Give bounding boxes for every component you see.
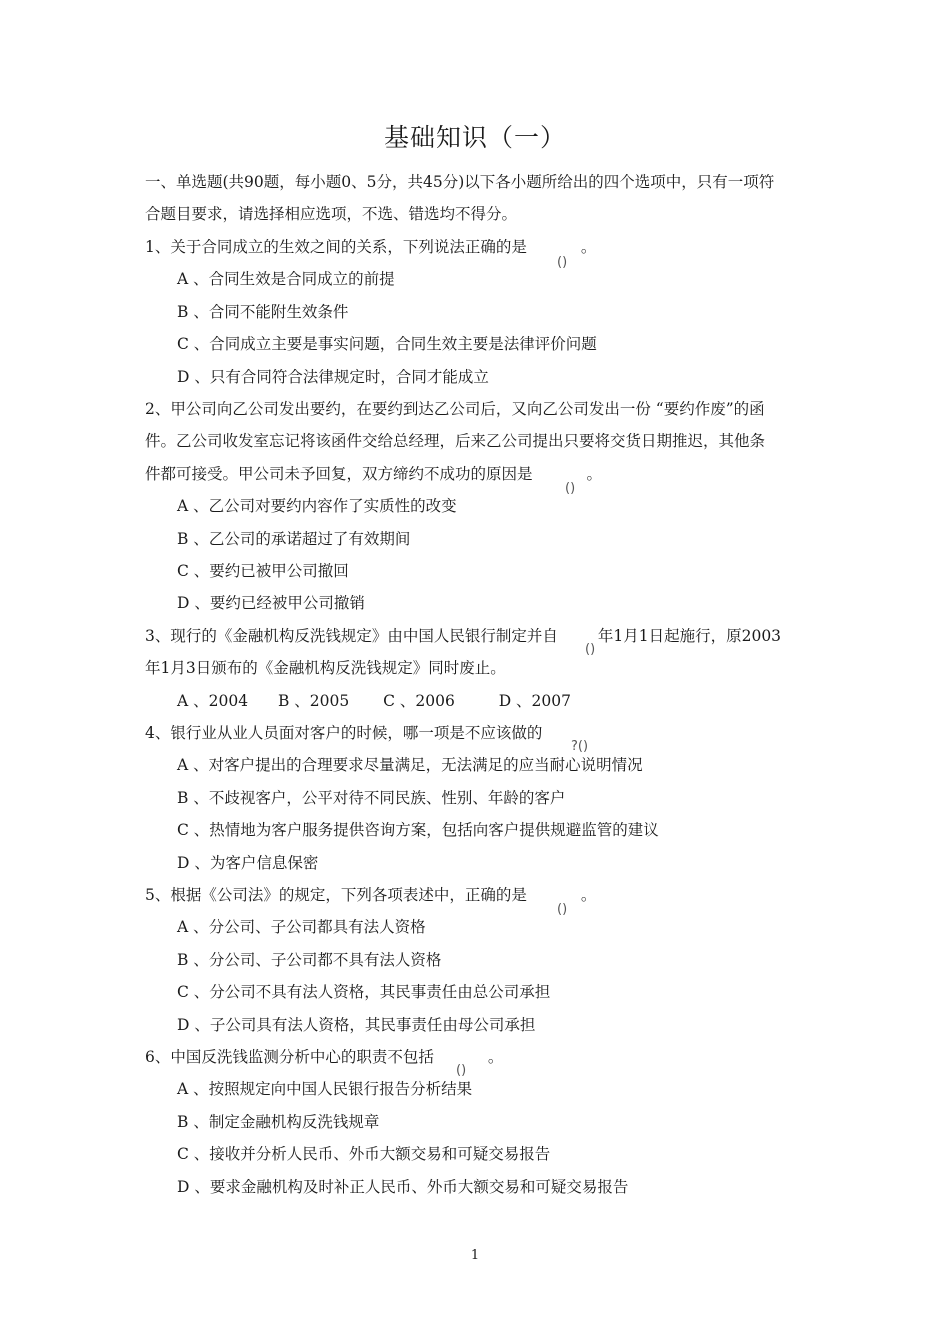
answer-mark: () bbox=[585, 642, 596, 657]
question-1-option-d: D 、只有合同符合法律规定时，合同才能成立 bbox=[177, 368, 489, 386]
question-2-stem-line-1: 2、甲公司向乙公司发出要约，在要约到达乙公司后，又向乙公司发出一份 “要约作废”的函 bbox=[145, 400, 765, 418]
question-2-option-a: A 、乙公司对要约内容作了实质性的改变 bbox=[177, 497, 457, 515]
intro-line-1: 一、单选题(共90题，每小题0、5分，共45分)以下各小题所给出的四个选项中，只有一项符 bbox=[145, 173, 775, 191]
question-5-stem: 5、根据《公司法》的规定，下列各项表述中，正确的是 。 bbox=[145, 886, 597, 904]
question-1-option-b: B 、合同不能附生效条件 bbox=[177, 303, 349, 321]
answer-mark: () bbox=[565, 481, 576, 496]
question-3-option-c: C 、2006 bbox=[383, 692, 455, 710]
question-1-option-c: C 、合同成立主要是事实问题，合同生效主要是法律评价问题 bbox=[177, 335, 597, 353]
question-6-stem: 6、中国反洗钱监测分析中心的职责不包括 。 bbox=[145, 1048, 504, 1066]
question-4-option-a: A 、对客户提出的合理要求尽量满足，无法满足的应当耐心说明情况 bbox=[177, 756, 643, 774]
question-3-option-d: D 、2007 bbox=[498, 692, 572, 710]
answer-mark: () bbox=[557, 902, 568, 917]
question-3-options bbox=[177, 691, 571, 711]
question-4-option-d: D 、为客户信息保密 bbox=[177, 854, 319, 872]
question-5-option-a: A 、分公司、子公司都具有法人资格 bbox=[177, 918, 426, 936]
answer-mark: ?() bbox=[571, 739, 589, 754]
page-title: 基础知识（一） bbox=[383, 123, 566, 152]
question-1-stem: 1、关于合同成立的生效之间的关系，下列说法正确的是 。 bbox=[145, 238, 597, 256]
question-1-option-a: A 、合同生效是合同成立的前提 bbox=[177, 270, 395, 288]
question-3-option-b: B 、2005 bbox=[277, 692, 350, 710]
question-3-option-a: A 、2004 bbox=[177, 692, 249, 710]
question-6-option-a: A 、按照规定向中国人民银行报告分析结果 bbox=[177, 1080, 473, 1098]
question-4-option-c: C 、热情地为客户服务提供咨询方案，包括向客户提供规避监管的建议 bbox=[177, 821, 659, 839]
question-5-option-c: C 、分公司不具有法人资格，其民事责任由总公司承担 bbox=[177, 983, 551, 1001]
question-4-stem: 4、银行业从业人员面对客户的时候，哪一项是不应该做的 bbox=[145, 724, 543, 742]
question-2-option-d: D 、要约已经被甲公司撤销 bbox=[177, 594, 365, 612]
answer-mark: () bbox=[557, 255, 568, 270]
answer-mark: () bbox=[456, 1063, 467, 1078]
question-2-stem-line-3: 件都可接受。甲公司未予回复，双方缔约不成功的原因是 。 bbox=[145, 465, 603, 483]
question-2-option-c: C 、要约已被甲公司撤回 bbox=[177, 562, 349, 580]
question-6-option-c: C 、接收并分析人民币、外币大额交易和可疑交易报告 bbox=[177, 1145, 551, 1163]
question-2-stem-line-2: 件。乙公司收发室忘记将该函件交给总经理，后来乙公司提出只要将交货日期推迟，其他条 bbox=[145, 432, 766, 450]
intro-line-2: 合题目要求，请选择相应选项，不选、错选均不得分。 bbox=[145, 205, 518, 223]
question-4-option-b: B 、不歧视客户，公平对待不同民族、性别、年龄的客户 bbox=[177, 789, 566, 807]
question-3-stem-line-1: 3、现行的《金融机构反洗钱规定》由中国人民银行制定并自 年1月1日起施行，原2003 bbox=[145, 627, 782, 645]
question-5-option-d: D 、子公司具有法人资格，其民事责任由母公司承担 bbox=[177, 1016, 536, 1034]
question-6-option-d: D 、要求金融机构及时补正人民币、外币大额交易和可疑交易报告 bbox=[177, 1178, 629, 1196]
question-5-option-b: B 、分公司、子公司都不具有法人资格 bbox=[177, 951, 442, 969]
question-2-option-b: B 、乙公司的承诺超过了有效期间 bbox=[177, 530, 411, 548]
question-6-option-b: B 、制定金融机构反洗钱规章 bbox=[177, 1113, 380, 1131]
page-number: 1 bbox=[470, 1248, 480, 1263]
question-3-stem-line-2: 年1月3日颁布的《金融机构反洗钱规定》同时废止。 bbox=[145, 659, 506, 677]
